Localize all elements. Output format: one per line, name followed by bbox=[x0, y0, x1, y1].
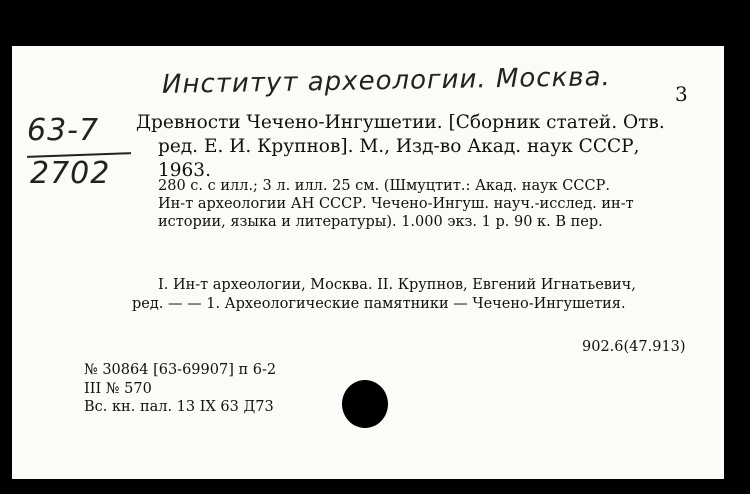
handwritten-heading: Институт археологии. Москва. bbox=[161, 62, 612, 100]
physical-line-3: истории, языка и литературы). 1.000 экз. 1 р. 90 к. В пер. bbox=[158, 214, 603, 230]
catalog-card bbox=[12, 46, 724, 479]
physical-line-2: Ин-т археологии АН СССР. Чечено-Ингуш. науч.-исслед. ин-т bbox=[158, 196, 634, 212]
punch-hole bbox=[342, 380, 388, 428]
classification-number: 902.6(47.913) bbox=[582, 339, 686, 355]
shelf-mark-top: 63-7 bbox=[27, 113, 100, 148]
physical-line-1: 280 с. с илл.; 3 л. илл. 25 см. (Шмуцтит.: Акад. наук СССР. bbox=[158, 178, 610, 194]
tracings-line-1: I. Ин-т археологии, Москва. II. Крупнов, Евгений Игнатьевич, bbox=[158, 277, 636, 293]
shelf-mark-bottom: 2702 bbox=[30, 156, 111, 191]
footer-line-2: III № 570 bbox=[84, 381, 152, 397]
footer-line-3: Вс. кн. пал. 13 IX 63 Д73 bbox=[84, 399, 274, 415]
footer-line-1: № 30864 [63-69907] п 6-2 bbox=[84, 362, 277, 378]
card-number: 3 bbox=[675, 82, 688, 106]
entry-line-3: 1963. bbox=[158, 160, 211, 181]
entry-line-2: ред. Е. И. Крупнов]. М., Изд-во Акад. наук СССР, bbox=[158, 136, 640, 157]
entry-line-1: Древности Чечено-Ингушетии. [Сборник статей. Отв. bbox=[136, 112, 665, 133]
tracings-line-2: ред. — — 1. Археологические памятники — Чечено-Ингушетия. bbox=[132, 296, 626, 312]
